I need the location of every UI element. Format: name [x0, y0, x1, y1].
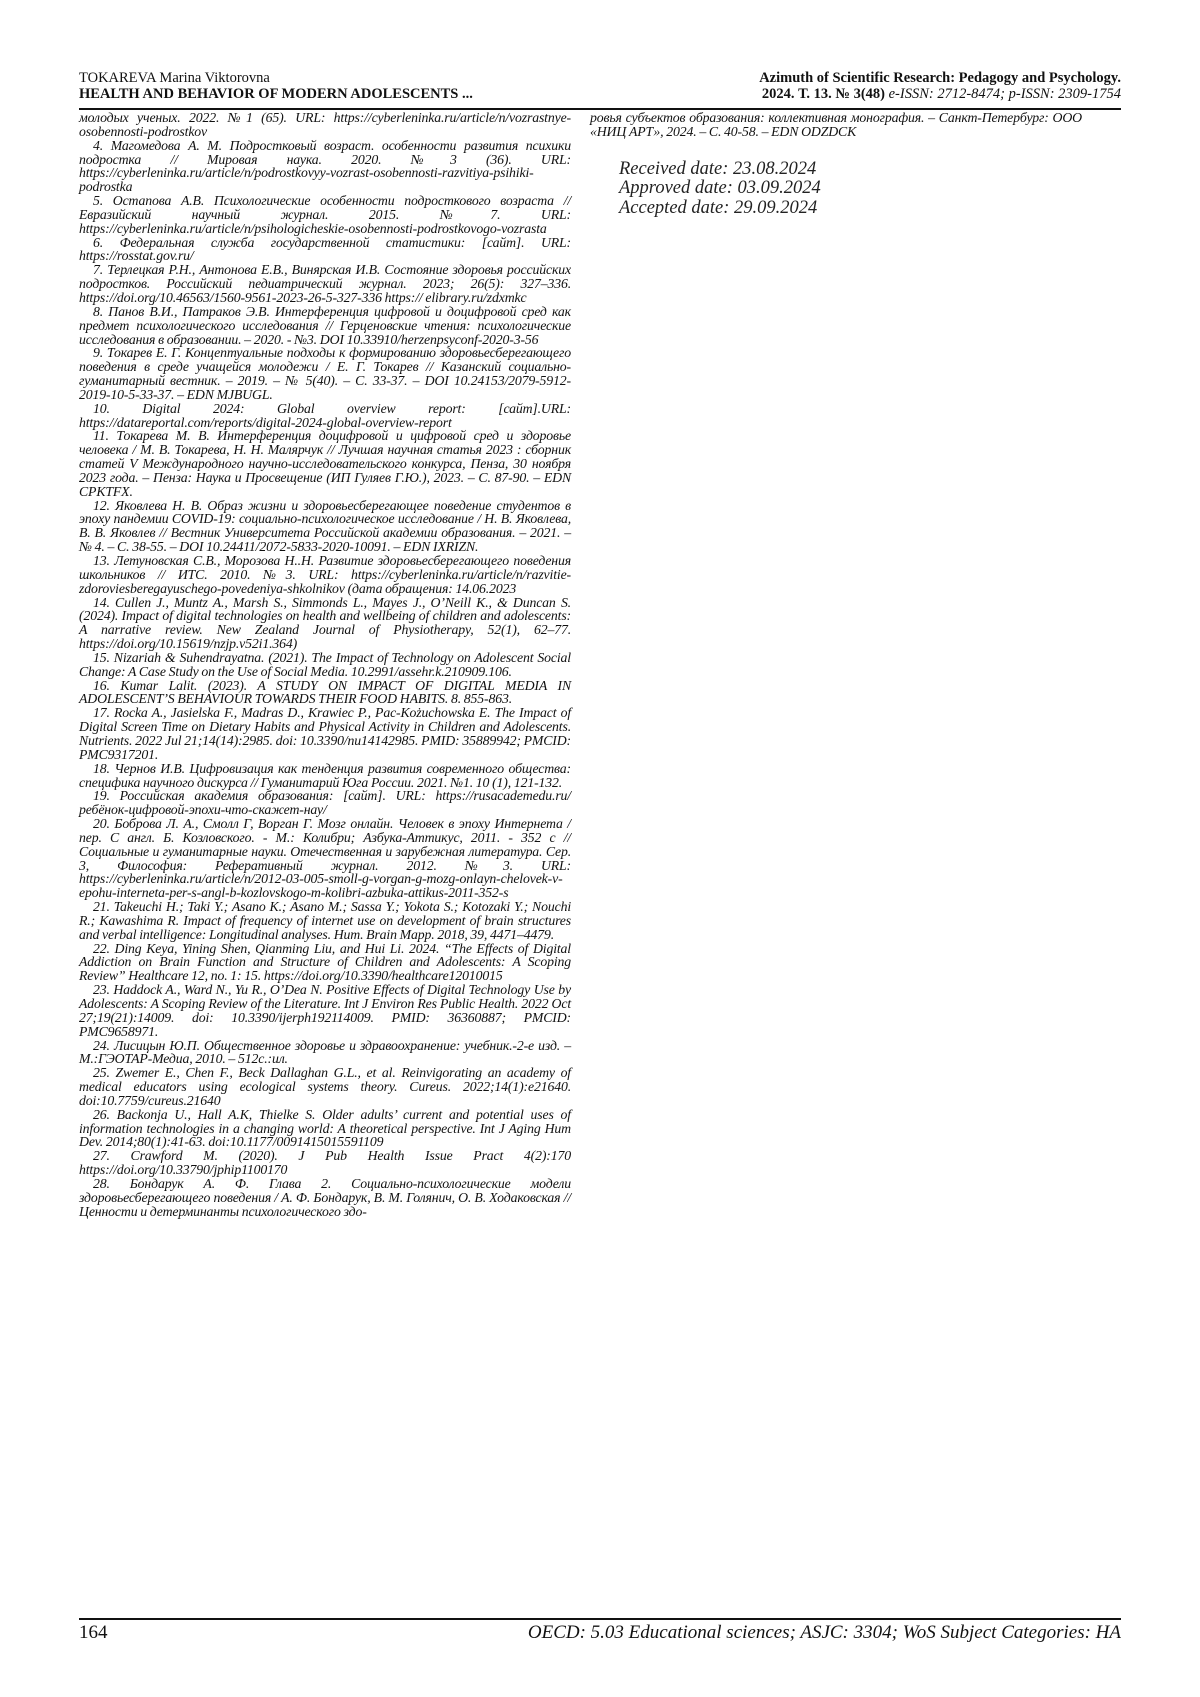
reference-item: 10. Digital 2024: Global overview report: [сайт].URL: https://datareportal.com/reports/digital-2024-global-overview-report	[79, 400, 571, 430]
accepted-date: Accepted date: 29.09.2024	[619, 197, 818, 218]
references-right-column	[590, 111, 1082, 139]
reference-item: 22. Ding Keya, Yining Shen, Qianming Liu, and Hui Li. 2024. “The Effects of Digital Addiction on Brain Function and Structure of Children and Adolescents: A Scoping Review” Healthcare 12, no. 1: 15. https://doi.org/10.3390/healthcare12010015	[79, 940, 571, 984]
issue-number: 2024. Т. 13. № 3(48)	[761, 86, 885, 102]
journal-title: Azimuth of Scientific Research: Pedagogy and Psychology.	[759, 70, 1121, 86]
reference-item: 8. Панов В.И., Патраков Э.В. Интерференция цифровой и доцифровой сред как предмет психологического исследования // Герценовские чтения: психологические исследования в образовании. – 2020. - №3. DOI 10.33910/herzenpsyconf-2020-3-56	[79, 303, 571, 347]
issue-line	[601, 86, 1121, 103]
received-date: Received date: 23.08.2024	[619, 158, 817, 179]
reference-item: 13. Летуновская С.В., Морозова Н..Н. Развитие здоровьесберегающего поведения школьников // ИТС. 2010. №3. URL: https://cyberleninka.ru/article/n/razvitie-zdoroviesberegayuschego-povedeniya-shkolnikov (дата обращения: 14.06.2023	[79, 553, 571, 596]
author-name: TOKAREVA Marina Viktorovna	[79, 70, 270, 86]
reference-item: 11. Токарева М. В. Интерференция доцифровой и цифровой сред и здоровье человека / М. В. Токарева, Н. Н. Малярчук // Лучшая научная статья 2023 : сборник статей V Международного научно-исследовательского конкурса, Пенза, 30 ноября 2023 года. – Пенза: Наука и Просвещение (ИП Гуляев Г.Ю.), 2023. – С. 87-90. – EDN CPKTFX.	[79, 428, 571, 499]
article-short-title: HEALTH AND BEHAVIOR OF MODERN ADOLESCENTS ...	[79, 86, 473, 102]
approved-date: Approved date: 03.09.2024	[619, 178, 821, 199]
footer-divider	[79, 1618, 1121, 1620]
reference-continuation: ровья субъектов образования: коллективная монография. – Санкт-Петербург: ООО «НИЦ АРТ», 2024. – С. 40-58. – EDN ODZDCK	[590, 110, 1082, 139]
reference-item: 26. Backonja U., Hall A.K, Thielke S. Older adults’ current and potential uses of information technologies in a changing world: A theoretical perspective. Int J Aging Hum Dev. 2014;80(1):41-63. doi:10.1177/0091415015591109	[79, 1106, 571, 1150]
reference-item: 12. Яковлева Н. В. Образ жизни и здоровьесберегающее поведение студентов в эпоху пандемии COVID-19: социально-психологическое исследование / Н. В. Яковлева, В. В. Яковлев // Вестник Университета Российской академии образования. – 2021. – № 4. – С. 38-55. – DOI 10.24411/2072-5833-2020-10091. – EDN IXRIZN.	[79, 497, 571, 555]
reference-item: 14. Cullen J., Muntz A., Marsh S., Simmonds L., Mayes J., O’Neill K., & Duncan S. (2024). Impact of digital technologies on health and wellbeing of children and adolescents: A narrative review. New Zealand Journal of Physiotherapy, 52(1), 62–77. https://doi.org/10.15619/nzjp.v52i1.364)	[79, 594, 571, 652]
header-right	[601, 70, 1121, 103]
reference-item: 28. Бондарук А. Ф. Глава 2. Социально-психологические модели здоровьесберегающего поведения / А. Ф. Бондарук, В. М. Голянич, О. В. Ходаковская // Ценности и детерминанты психологического здо-	[79, 1175, 571, 1219]
reference-item: 9. Токарев Е. Г. Концептуальные подходы к формированию здоровьесберегающего поведения в среде учащейся молодежи / Е. Г. Токарев // Казанский социально-гуманитарный вестник. – 2019. – № 5(40). – С. 33-37. – DOI 10.24153/2079-5912-2019-10-5-33-37. – EDN MJBUGL.	[79, 345, 571, 402]
reference-item: 27. Crawford M. (2020). J Pub Health Issue Pract 4(2):170 https://doi.org/10.33790/jphip1100170	[79, 1148, 571, 1178]
reference-item: 7. Терлецкая Р.Н., Антонова Е.В., Винярская И.В. Состояние здоровья российских подростков. Российский педиатрический журнал. 2023; 26(5): 327–336. https://doi.org/10.46563/1560-9561-2023-26-5-327-336 https:// elibrary.ru/zdxmkc	[79, 262, 571, 305]
reference-item: 5. Остапова А.В. Психологические особенности подросткового возраста // Евразийский научный журнал. 2015. №7. URL: https://cyberleninka.ru/article/n/psihologicheskie-osobennosti-podrostkovogo-vozrasta	[79, 193, 571, 236]
reference-continuation: молодых ученых. 2022. №1 (65). URL: https://cyberleninka.ru/article/n/vozrastnye-osobennosti-podrostkov	[79, 110, 571, 139]
header-left	[79, 70, 599, 103]
right-column	[590, 111, 1082, 218]
reference-item: 15. Nizariah & Suhendrayatna. (2021). The Impact of Technology on Adolescent Social Change: A Case Study on the Use of Social Media. 10.2991/assehr.k.210909.106.	[79, 649, 571, 679]
reference-item: 24. Лисицын Ю.П. Общественное здоровье и здравоохранение: учебник.-2-е изд. – М.:ГЭОТАР-Медиа, 2010. – 512с.:ил.	[79, 1037, 571, 1067]
reference-item: 21. Takeuchi H.; Taki Y.; Asano K.; Asano M.; Sassa Y.; Yokota S.; Kotozaki Y.; Nouchi R.; Kawashima R. Impact of frequency of internet use on development of brain structures and verbal intelligence: Longitudinal analyses. Hum. Brain Mapp. 2018, 39, 4471–4479.	[79, 899, 571, 942]
reference-item: 19. Российская академия образования: [сайт]. URL: https://rusacademedu.ru/ребёнок-цифровой-эпохи-что-скажет-нау/	[79, 788, 571, 818]
references-left-column	[79, 111, 571, 1616]
reference-item: 18. Чернов И.В. Цифровизация как тенденция развития современного общества: специфика научного дискурса // Гуманитарий Юга России. 2021. №1. 10 (1), 121-132.	[79, 760, 571, 790]
reference-item: 6. Федеральная служба государственной статистики: [сайт]. URL: https://rosstat.gov.ru/	[79, 234, 571, 264]
reference-item: 16. Kumar Lalit. (2023). A STUDY ON IMPACT OF DIGITAL MEDIA IN ADOLESCENT’S BEHAVIOUR TOWARDS THEIR FOOD HABITS. 8. 855-863.	[79, 677, 571, 707]
article-dates	[590, 160, 1082, 219]
reference-item: 20. Боброва Л. А., Смолл Г, Ворган Г. Мозг онлайн. Человек в эпоху Интернета / пер. С англ. Б. Козловского. - М.: Колибри; Азбука-Аттикус, 2011. - 352 с // Социальные и гуманитарные науки. Отечественная и зарубежная литература. Сер. 3, Философия: Реферативный журнал. 2012. №3. URL: https://cyberleninka.ru/article/n/2012-03-005-smoll-g-vorgan-g-mozg-onlayn-chelovek-v-epohu-interneta-per-s-angl-b-kozlovskogo-m-kolibri-azbuka-attikus-2011-352-s	[79, 816, 571, 901]
reference-item: 4. Магомедова А. М. Подростковый возраст. особенности развития психики подростка // Мировая наука. 2020. №3 (36). URL: https://cyberleninka.ru/article/n/podrostkovyy-vozrast-osobennosti-razvitiya-psihiki-podrostka	[79, 137, 571, 195]
reference-item: 25. Zwemer E., Chen F., Beck Dallaghan G.L., et al. Reinvigorating an academy of medical educators using ecological systems theory. Cureus. 2022;14(1):e21640. doi:10.7759/cureus.21640	[79, 1065, 571, 1108]
reference-item: 17. Rocka A., Jasielska F., Madras D., Krawiec P., Pac-Kożuchowska E. The Impact of Digital Screen Time on Dietary Habits and Physical Activity in Children and Adolescents. Nutrients. 2022 Jul 21;14(14):2985. doi: 10.3390/nu14142985. PMID: 35889942; PMCID: PMC9317201.	[79, 705, 571, 762]
page-number: 164	[79, 1622, 108, 1643]
issn: e-ISSN: 2712-8474; p-ISSN: 2309-1754	[885, 86, 1121, 102]
page-footer	[79, 1622, 1121, 1646]
reference-item: 23. Haddock A., Ward N., Yu R., O’Dea N. Positive Effects of Digital Technology Use by Adolescents: A Scoping Review of the Literature. Int J Environ Res Public Health. 2022 Oct 27;19(21):14009. doi: 10.3390/ijerph192114009. PMID: 36360887; PMCID: PMC9658971.	[79, 982, 571, 1039]
running-header	[79, 70, 1121, 106]
subject-classification: OECD: 5.03 Educational sciences; ASJC: 3304; WoS Subject Categories: HA	[527, 1622, 1121, 1643]
